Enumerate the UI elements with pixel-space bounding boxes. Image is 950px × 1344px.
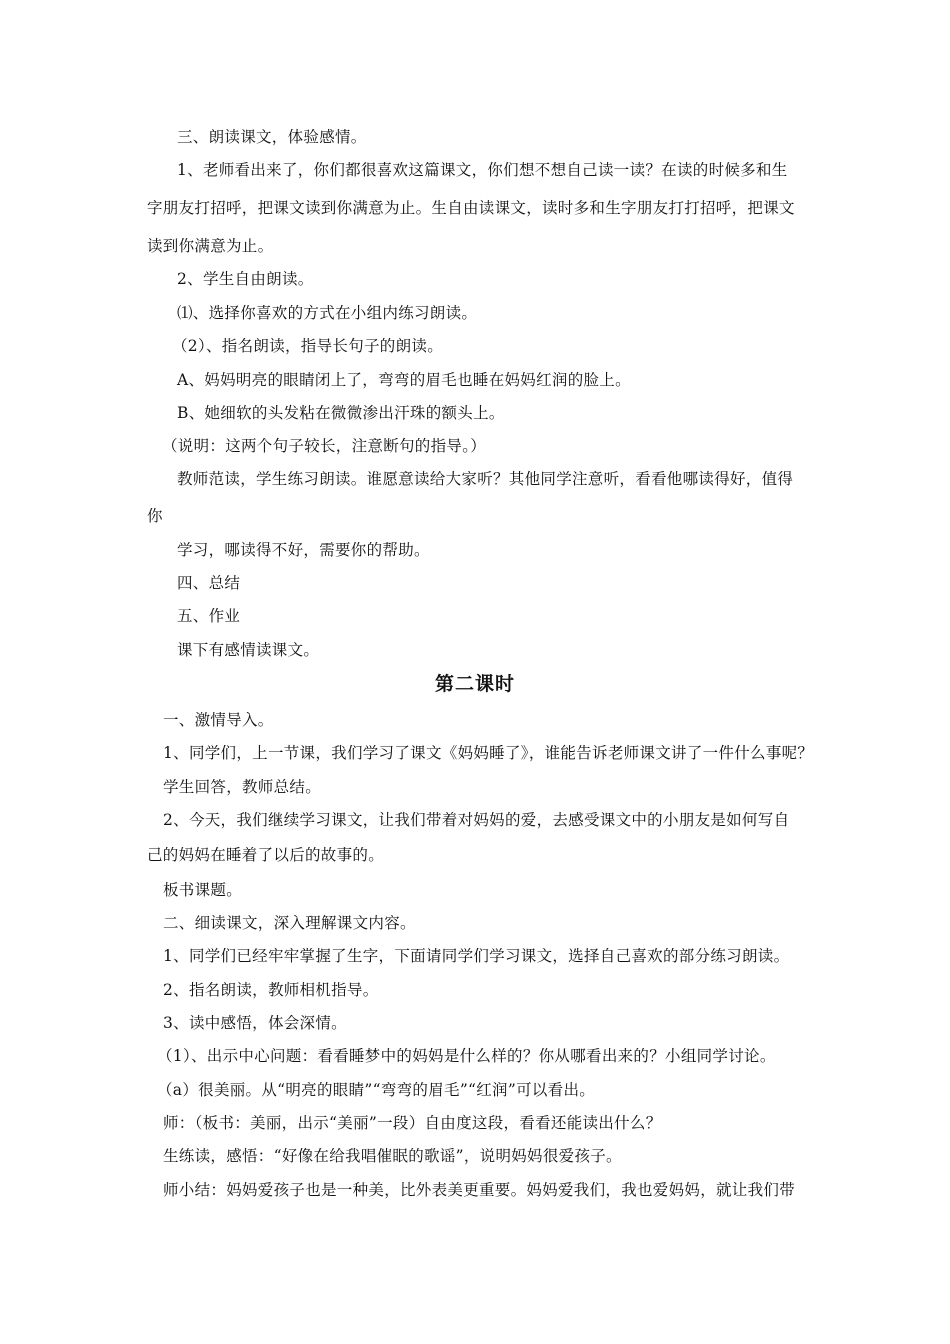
text-line: 3、读中感悟，体会深情。 — [163, 1014, 347, 1032]
text-line: 五、作业 — [177, 607, 241, 625]
text-line: 教师范读，学生练习朗读。谁愿意读给大家听？其他同学注意听，看看他哪读得好，值得 — [177, 470, 794, 488]
text-line: 己的妈妈在睡着了以后的故事的。 — [147, 846, 385, 864]
text-line: （说明：这两个句子较长，注意断句的指导。） — [162, 437, 487, 455]
text-line: 1、老师看出来了，你们都很喜欢这篇课文，你们想不想自己读一读？在读的时候多和生 — [177, 161, 788, 179]
text-line: 板书课题。 — [163, 881, 243, 899]
text-line: ⑴、选择你喜欢的方式在小组内练习朗读。 — [177, 304, 478, 322]
text-line: 学生回答，教师总结。 — [163, 778, 322, 796]
text-line: 课下有感情读课文。 — [177, 641, 320, 659]
text-line: 学习，哪读得不好，需要你的帮助。 — [177, 541, 430, 559]
text-line: 字朋友打招呼，把课文读到你满意为止。生自由读课文，读时多和生字朋友打打招呼，把课文 — [147, 199, 795, 217]
text-line: B、她细软的头发粘在微微渗出汗珠的额头上。 — [177, 404, 505, 422]
text-line: 师小结：妈妈爱孩子也是一种美，比外表美更重要。妈妈爱我们，我也爱妈妈，就让我们带 — [163, 1181, 796, 1199]
text-line: A、妈妈明亮的眼睛闭上了，弯弯的眉毛也睡在妈妈红润的脸上。 — [177, 371, 631, 389]
text-line: （2）、指名朗读，指导长句子的朗读。 — [172, 337, 444, 355]
text-line: 生练读，感悟：“好像在给我唱催眠的歌谣”，说明妈妈很爱孩子。 — [163, 1147, 622, 1165]
text-line: 2、学生自由朗读。 — [177, 270, 314, 288]
text-line: （a）很美丽。从“明亮的眼睛”“弯弯的眉毛”“红润”可以看出。 — [157, 1081, 596, 1099]
text-line: 你 — [147, 507, 163, 525]
text-line: 二、细读课文，深入理解课文内容。 — [163, 914, 416, 932]
text-line: 2、指名朗读，教师相机指导。 — [163, 981, 379, 999]
text-line: （1）、出示中心问题：看看睡梦中的妈妈是什么样的？你从哪看出来的？小组同学讨论。 — [157, 1047, 776, 1065]
text-line: 师：（板书：美丽，出示“美丽”一段）自由度这段，看看还能读出什么？ — [163, 1114, 662, 1132]
text-line: 三、朗读课文，体验感情。 — [177, 128, 367, 146]
text-line: 四、总结 — [177, 574, 241, 592]
text-line: 一、激情导入。 — [163, 711, 274, 729]
text-line: 2、今天，我们继续学习课文，让我们带着对妈妈的爱，去感受课文中的小朋友是如何写自 — [163, 811, 790, 829]
text-line: 1、同学们，上一节课，我们学习了课文《妈妈睡了》，谁能告诉老师课文讲了一件什么事呢？ — [163, 744, 814, 762]
section-title: 第二课时 — [434, 673, 515, 695]
text-line: 读到你满意为止。 — [147, 237, 274, 255]
text-line: 1、同学们已经牢牢掌握了生字，下面请同学们学习课文，选择自己喜欢的部分练习朗读。 — [163, 947, 790, 965]
